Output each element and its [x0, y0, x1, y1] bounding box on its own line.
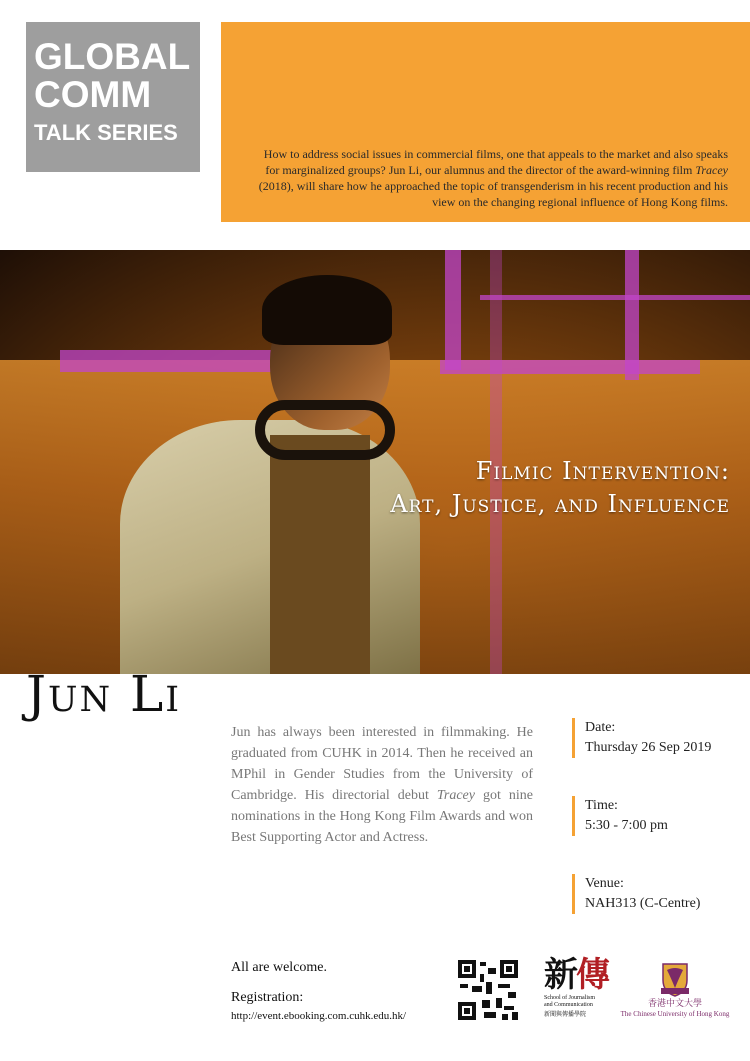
speaker-hair — [262, 275, 392, 345]
sjc-logo-mark — [540, 955, 612, 995]
sjc-char-chuan: 傳 — [576, 955, 608, 995]
intro-film-title: Tracey — [695, 163, 728, 177]
cuhk-crest-icon — [655, 958, 695, 998]
global-comm-logo — [26, 22, 200, 172]
headphones-icon — [255, 400, 395, 460]
talk-title — [300, 455, 730, 521]
logo-line-comm: COMM — [34, 74, 152, 115]
registration-label: Registration: — [231, 990, 304, 1005]
neon-light-pole — [445, 250, 461, 370]
neon-light-bar — [480, 295, 750, 300]
sjc-name-en-line2: and Communication — [544, 1002, 593, 1008]
venue-label: Venue: — [585, 876, 624, 891]
cuhk-logo — [616, 958, 734, 1024]
speaker-bio — [231, 722, 533, 848]
time-label: Time: — [585, 798, 618, 813]
bio-film-title: Tracey — [436, 788, 475, 803]
cuhk-crest-svg — [655, 958, 695, 998]
qr-code-icon[interactable] — [458, 960, 518, 1020]
sjc-name-zh: 新聞與傳播學院 — [544, 1011, 587, 1018]
welcome-text: All are welcome. — [231, 960, 328, 975]
date-label: Date: — [585, 720, 616, 735]
speaker-name: Jun Li — [26, 665, 182, 723]
intro-panel — [221, 22, 750, 222]
logo-line-global: GLOBAL — [34, 36, 191, 77]
logo-line-talk-series: TALK SERIES — [34, 120, 178, 145]
sjc-char-xin: 新 — [544, 955, 576, 995]
date-block — [572, 718, 742, 758]
bio-part2: got nine nominations in the Hong Kong Film Awards and won Best Supporting Actor and Actress. — [231, 788, 533, 845]
venue-value: NAH313 (C-Centre) — [585, 896, 701, 911]
sjc-logo — [540, 955, 612, 1025]
time-block — [572, 796, 742, 836]
intro-text-part2: (2018), will share how he approached the topic of transgenderism in his recent production and his view on the changing regional influence of Hong Kong films. — [258, 179, 728, 209]
time-value: 5:30 - 7:00 pm — [585, 818, 668, 833]
date-value: Thursday 26 Sep 2019 — [585, 740, 712, 755]
venue-block — [572, 874, 742, 914]
neon-light-pole — [625, 250, 639, 380]
intro-text — [248, 146, 728, 210]
talk-title-line2: Art, Justice, and Influence — [390, 490, 730, 518]
bio-part1: Jun has always been interested in filmmaking. He graduated from CUHK in 2014. Then he received an MPhil in Gender Studies from the University of Cambridge. His directorial debut — [231, 725, 533, 803]
talk-title-line1: Filmic Intervention: — [475, 457, 730, 485]
cuhk-name-en: The Chinese University of Hong Kong — [620, 1010, 730, 1018]
neon-light-bar — [440, 360, 700, 374]
sjc-name-en-line1: School of Journalism — [544, 995, 595, 1001]
registration-link[interactable]: http://event.ebooking.com.cuhk.edu.hk/ — [231, 1010, 407, 1022]
intro-text-part1: How to address social issues in commercial films, one that appeals to the market and also speaks for marginalized groups? Jun Li, our alumnus and the director of the award-winning film — [263, 147, 728, 177]
cuhk-name-zh: 香港中文大學 — [647, 999, 702, 1009]
